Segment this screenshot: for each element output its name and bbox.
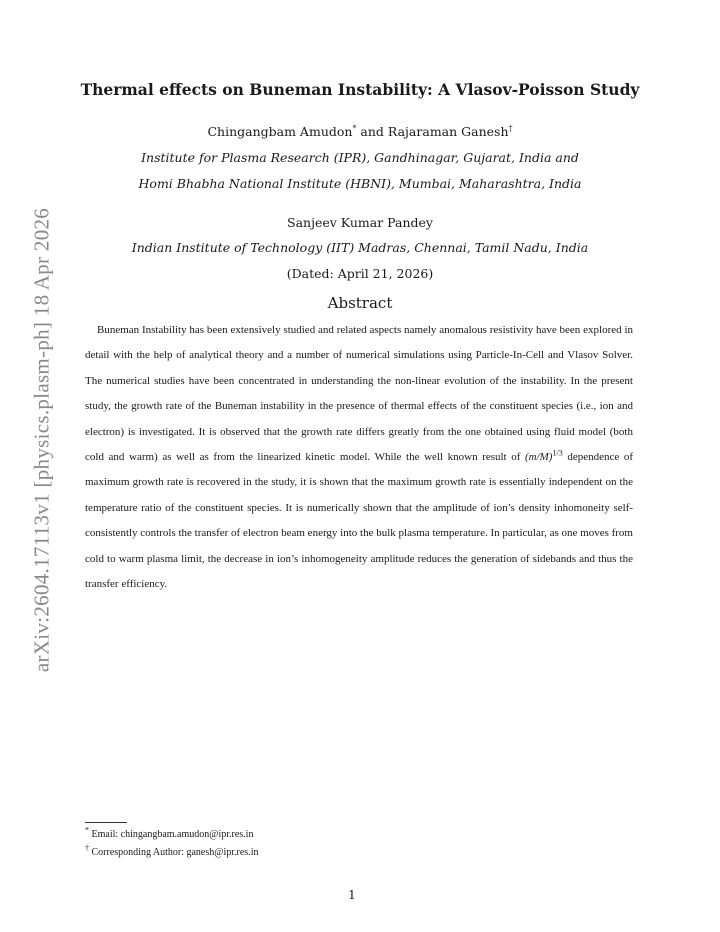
footnote-divider (85, 822, 127, 823)
footnote-text: Corresponding Author: ganesh@ipr.res.in (89, 847, 259, 858)
abstract-heading: Abstract (327, 294, 393, 312)
author-name: Chingangbam Amudon (207, 124, 353, 139)
author-footnote-mark: * (352, 123, 357, 133)
authors-connector: and (356, 124, 388, 139)
footnote (85, 825, 254, 840)
formula: (m/M) (524, 451, 553, 464)
affiliation-line: Institute for Plasma Research (IPR), Gandhinagar, Gujarat, India and (141, 150, 579, 165)
arxiv-side-stamp: arXiv:2604.17113v1 [physics.plasm-ph] 18 Apr 2026 (29, 207, 54, 673)
authors-line (80, 124, 640, 139)
author-footnote-mark: † (508, 123, 513, 133)
footnote-text: Email: chingangbam.amudon@ipr.res.in (89, 829, 254, 840)
footnote-mark: * (85, 825, 89, 835)
abstract-text: dependence of maximum growth rate is recovered in the study, it is shown that the maximum growth rate is essentially independent on the temperature ratio of the constituent species. It is numerically shown that the amplitude of ion’s density inhomoneity self-consistently controls the transfer of electron beam energy into the bulk plasma temperature. In particular, as one moves from cold to warm plasma limit, the decrease in ion’s inhomogeneity amplitude reduces the generation of sidebands and thus the transfer efficiency. (85, 451, 633, 591)
page-number: 1 (348, 888, 356, 902)
author-name: Sanjeev Kumar Pandey (287, 215, 433, 230)
affiliation-line: Homi Bhabha National Institute (HBNI), Mumbai, Maharashtra, India (138, 176, 582, 191)
abstract-body (85, 318, 633, 597)
affiliation-line: Indian Institute of Technology (IIT) Madras, Chennai, Tamil Nadu, India (131, 240, 589, 255)
formula-exponent: 1/3 (552, 448, 563, 458)
paper-title: Thermal effects on Buneman Instability: A Vlasov-Poisson Study (80, 80, 640, 99)
footnote (85, 843, 259, 858)
date-line: (Dated: April 21, 2026) (286, 266, 434, 281)
footnote-mark: † (85, 843, 89, 853)
abstract-text: Buneman Instability has been extensively studied and related aspects namely anomalous resistivity have been explored in detail with the help of analytical theory and a number of numerical simulations using Particle-In-Cell and Vlasov Solver. The numerical studies have been concentrated in understanding the non-linear evolution of the instability. In the present study, the growth rate of the Buneman instability in the presence of thermal effects of the constituent species (i.e., ion and electron) is investigated. It is observed that the growth rate differs greatly from the one obtained using fluid model (both cold and warm) as well as from the linearized kinetic model. While the well known result of (85, 324, 633, 464)
author-name: Rajaraman Ganesh (387, 124, 509, 139)
